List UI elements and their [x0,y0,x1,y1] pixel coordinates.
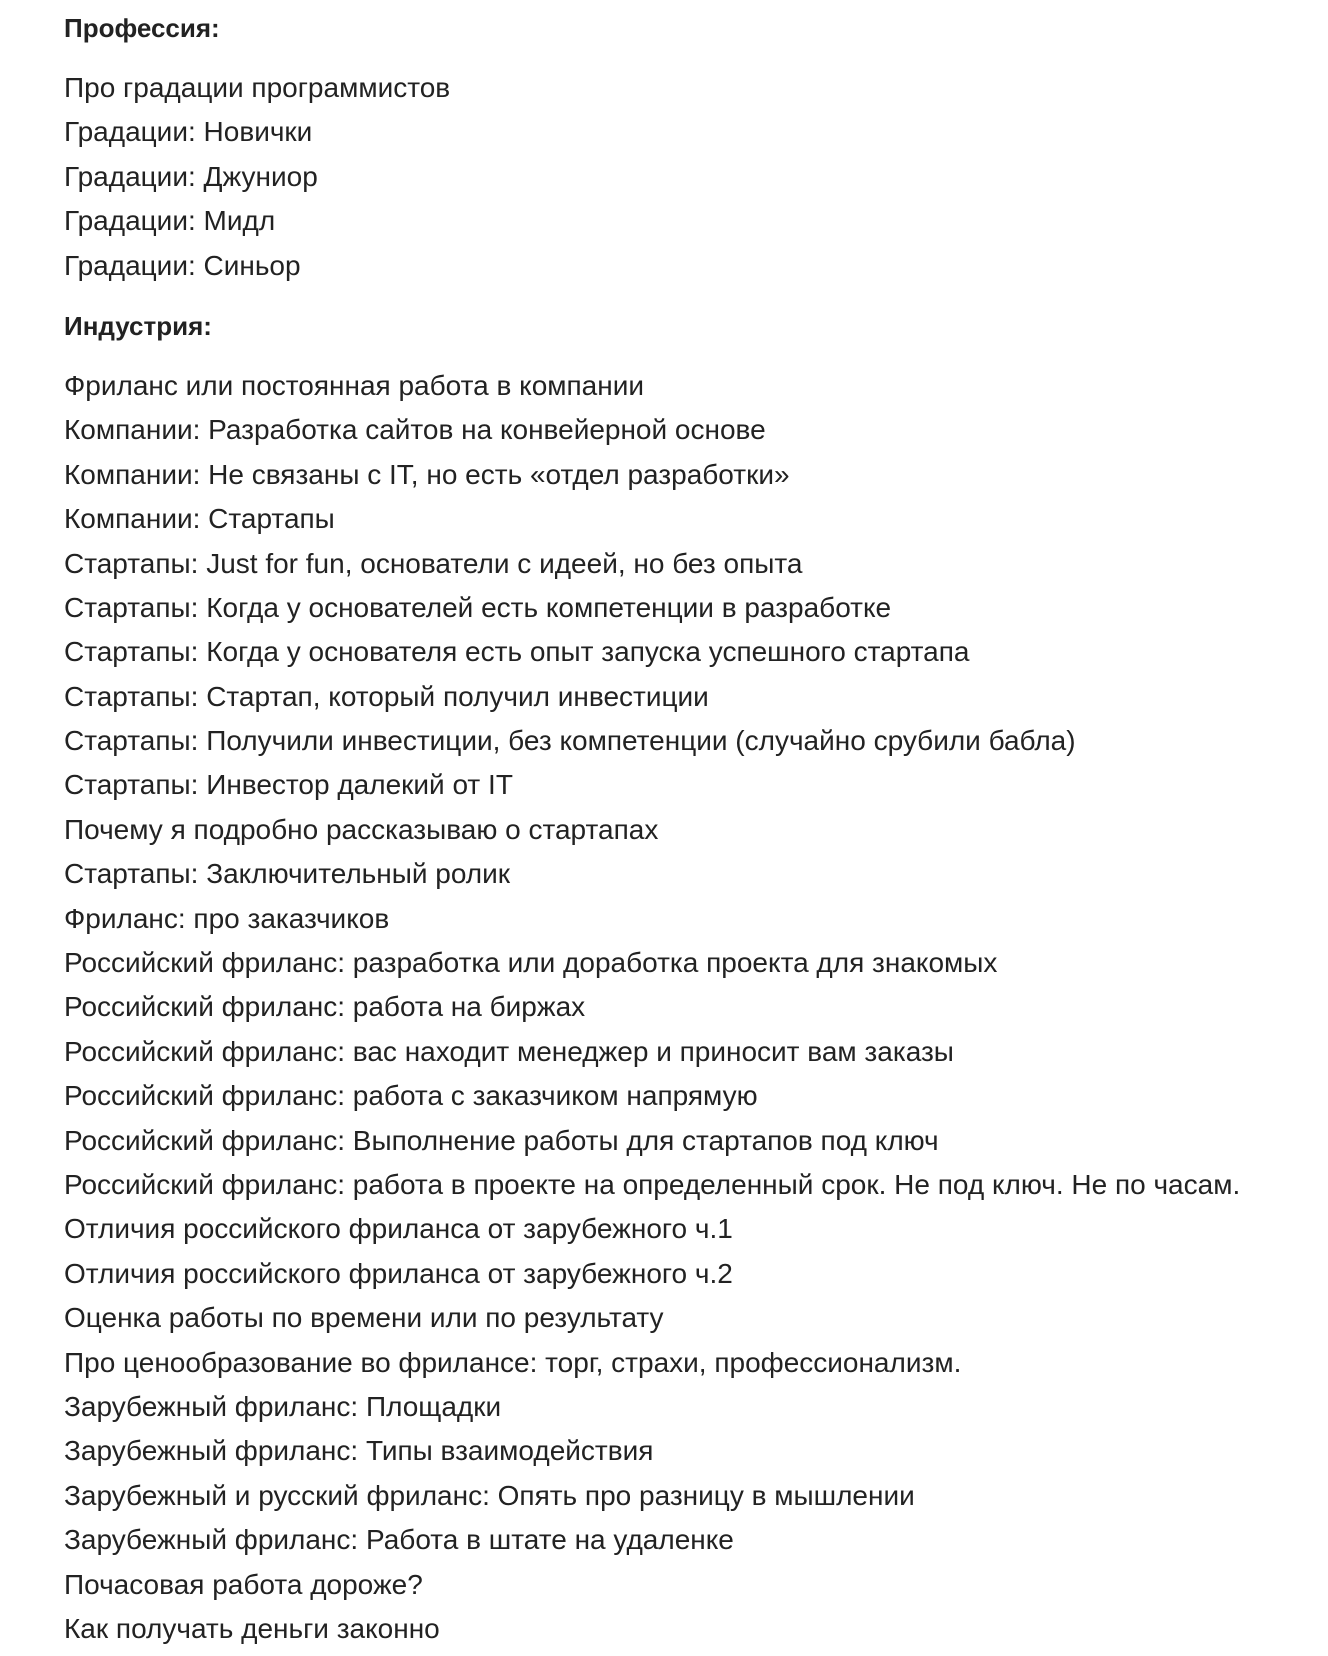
topic-item: Как получать деньги законно [64,1612,440,1644]
industry-topics-list [64,364,1304,1651]
topic-item: Фриланс: про заказчиков [64,902,390,934]
topic-item: Стартапы: Когда у основателей есть компетенции в разработке [64,591,892,623]
course-outline [64,0,1304,1651]
section-heading-industry: Индустрия: [64,310,212,341]
topic-item: Стартапы: Когда у основателя есть опыт запуска успешного стартапа [64,636,970,668]
topic-item: Зарубежный фриланс: Работа в штате на удаленке [64,1524,734,1556]
topic-item: Про градации программистов [64,72,451,103]
topic-item: Российский фриланс: работа на биржах [64,991,586,1023]
topic-item: Отличия российского фриланса от зарубежного ч.1 [64,1213,733,1245]
topic-item: Российский фриланс: Выполнение работы для стартапов под ключ [64,1124,939,1156]
topic-item: Стартапы: Инвестор далекий от IT [64,769,513,801]
topic-item: Градации: Джуниор [64,160,318,192]
topic-item: Стартапы: Just for fun, основатели с идеей, но без опыта [64,547,803,579]
topic-item: Градации: Синьор [64,249,301,281]
topic-item: Градации: Мидл [64,205,276,237]
section-heading-profession: Профессия: [64,13,220,43]
topic-item: Российский фриланс: работа с заказчиком напрямую [64,1080,758,1112]
topic-item: Почему я подробно рассказываю о стартапах [64,813,659,845]
topic-item: Зарубежный и русский фриланс: Опять про разницу в мышлении [64,1479,915,1511]
topic-item: Почасовая работа дороже? [64,1568,423,1600]
topic-item: Зарубежный фриланс: Типы взаимодействия [64,1435,654,1467]
topic-item: Российский фриланс: разработка или доработка проекта для знакомых [64,947,998,979]
topic-item: Градации: Новички [64,116,313,148]
topic-item: Стартапы: Заключительный ролик [64,858,511,890]
topic-item: Отличия российского фриланса от зарубежного ч.2 [64,1257,733,1289]
topic-item: Зарубежный фриланс: Площадки [64,1390,502,1422]
profession-topics-list [64,66,1304,288]
topic-item: Российский фриланс: вас находит менеджер и приносит вам заказы [64,1035,954,1067]
topic-item: Оценка работы по времени или по результату [64,1302,664,1334]
topic-item: Компании: Разработка сайтов на конвейерной основе [64,414,766,446]
topic-item: Стартапы: Стартап, который получил инвестиции [64,680,709,712]
topic-item: Компании: Стартапы [64,503,335,535]
topic-item: Стартапы: Получили инвестиции, без компетенции (случайно срубили бабла) [64,725,1076,757]
topic-item: Российский фриланс: работа в проекте на определенный срок. Не под ключ. Не по часам. [64,1168,1241,1200]
topic-item: Компании: Не связаны с IT, но есть «отдел разработки» [64,458,790,490]
topic-item: Фриланс или постоянная работа в компании [64,369,644,401]
topic-item: Про ценообразование во фрилансе: торг, страхи, профессионализм. [64,1346,962,1378]
